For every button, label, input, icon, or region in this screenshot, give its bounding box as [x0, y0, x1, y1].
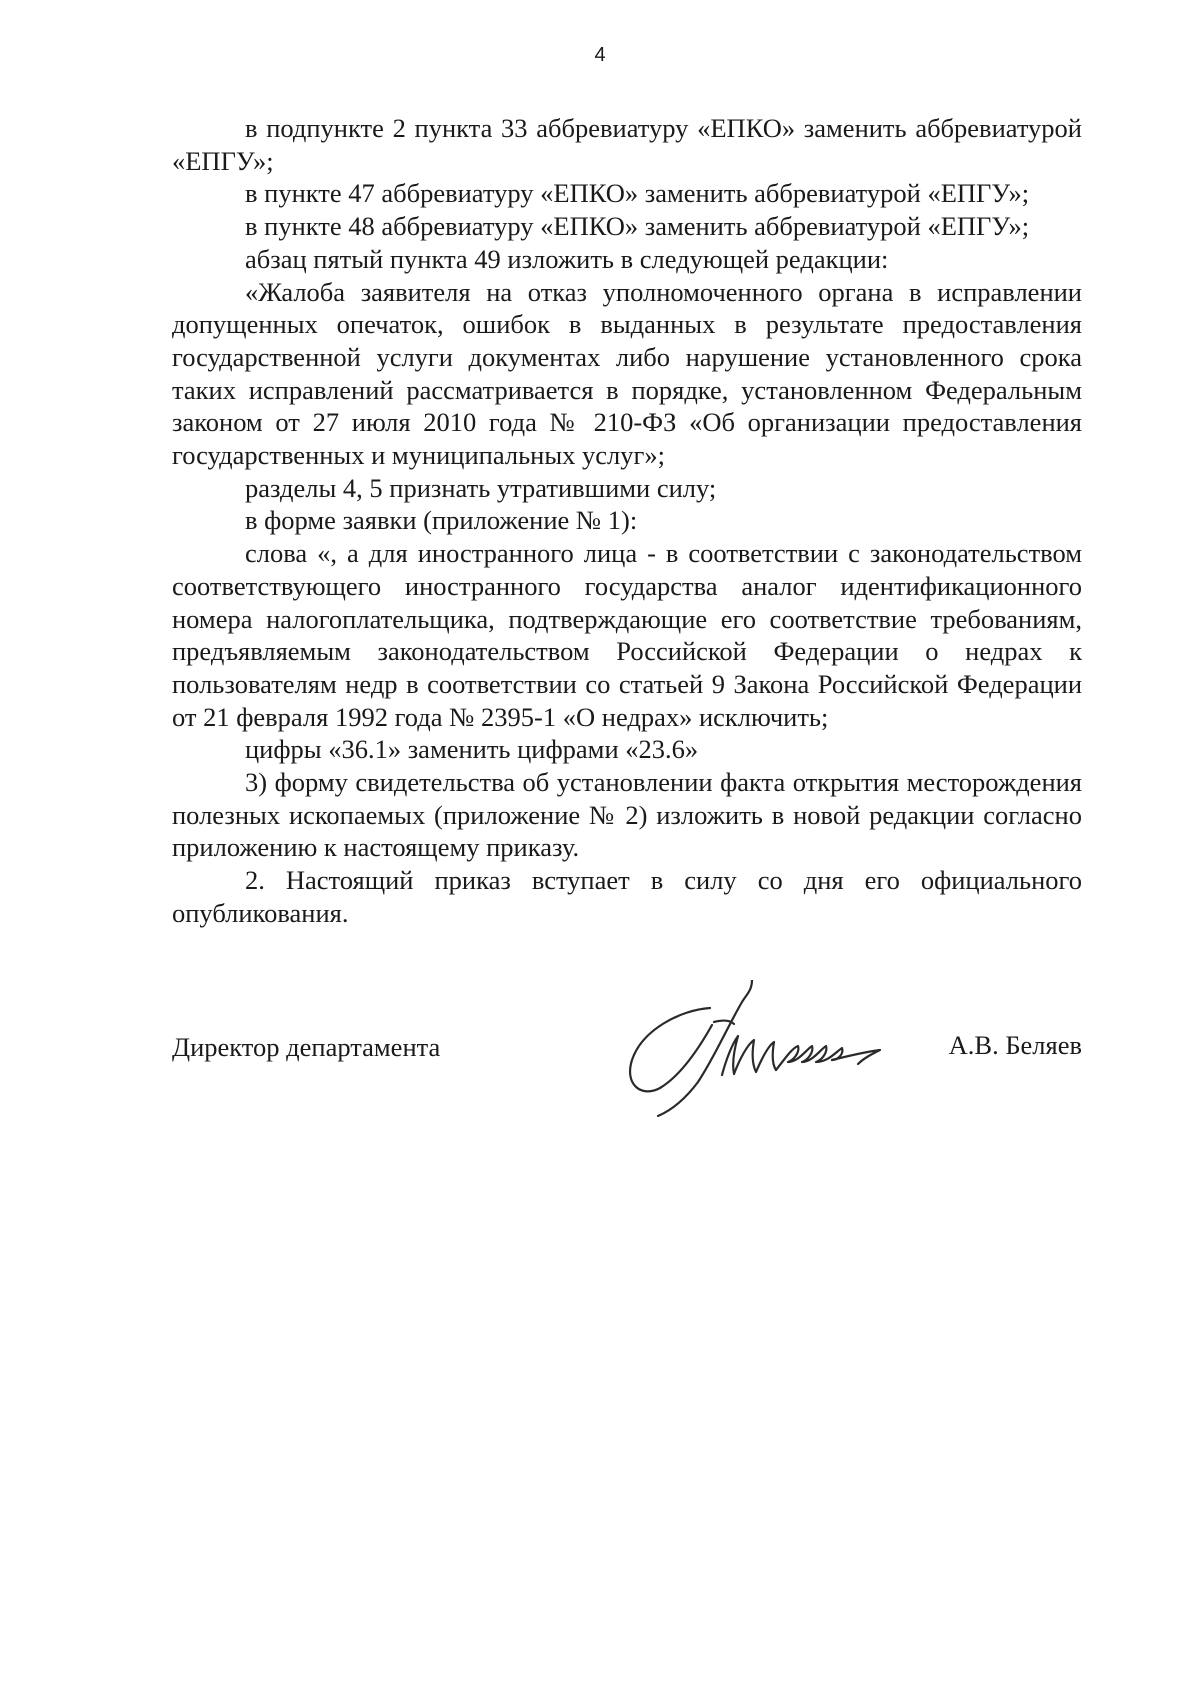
paragraph-5: «Жалоба заявителя на отказ уполномоченного органа в исправлении допущенных опечаток, ошибок в выданных в результате предоставления государственной услуги документах либо нарушение установленного срока таких исправлений рассматривается в порядке, установленном Федеральным законом от 27 июля 2010 года № 210-ФЗ «Об организации предоставления государственных и муниципальных услуг»;: [172, 276, 1082, 471]
page-number: 4: [594, 44, 606, 66]
paragraph-9: цифры «36.1» заменить цифрами «23.6»: [245, 734, 699, 765]
paragraph-6: разделы 4, 5 признать утратившими силу;: [245, 472, 717, 503]
paragraph-3: в пункте 48 аббревиатуру «ЕПКО» заменить аббревиатурой «ЕПГУ»;: [245, 211, 1030, 242]
paragraph-4: абзац пятый пункта 49 изложить в следующей редакции:: [245, 243, 889, 274]
paragraph-10: 3) форму свидетельства об установлении факта открытия месторождения полезных ископаемых (приложение № 2) изложить в новой редакции согласно приложению к настоящему приказу.: [172, 767, 1082, 863]
paragraph-7: в форме заявки (приложение № 1):: [245, 505, 638, 536]
document-body: [172, 112, 1082, 930]
paragraph-8: слова «, а для иностранного лица - в соответствии с законодательством соответствующего иностранного государства аналог идентификационного номера налогоплательщика, подтверждающие его соответствие требованиям, предъявляемым законодательством Российской Федерации о недрах к пользователям недр в соответствии со статьей 9 Закона Российской Федерации от 21 февраля 1992 года № 2395-1 «О недрах» исключить;: [172, 538, 1082, 732]
signature-block: [172, 1020, 1082, 1060]
paragraph-1: в подпункте 2 пункта 33 аббревиатуру «ЕПКО» заменить аббревиатурой «ЕПГУ»;: [172, 113, 1082, 176]
handwritten-signature: [602, 980, 892, 1120]
paragraph-2: в пункте 47 аббревиатуру «ЕПКО» заменить аббревиатурой «ЕПГУ»;: [245, 178, 1030, 209]
signer-position: Директор департамента: [172, 1032, 441, 1062]
signer-name: А.В. Беляев: [948, 1030, 1082, 1060]
paragraph-11: 2. Настоящий приказ вступает в силу со дня его официального опубликования.: [172, 865, 1082, 928]
